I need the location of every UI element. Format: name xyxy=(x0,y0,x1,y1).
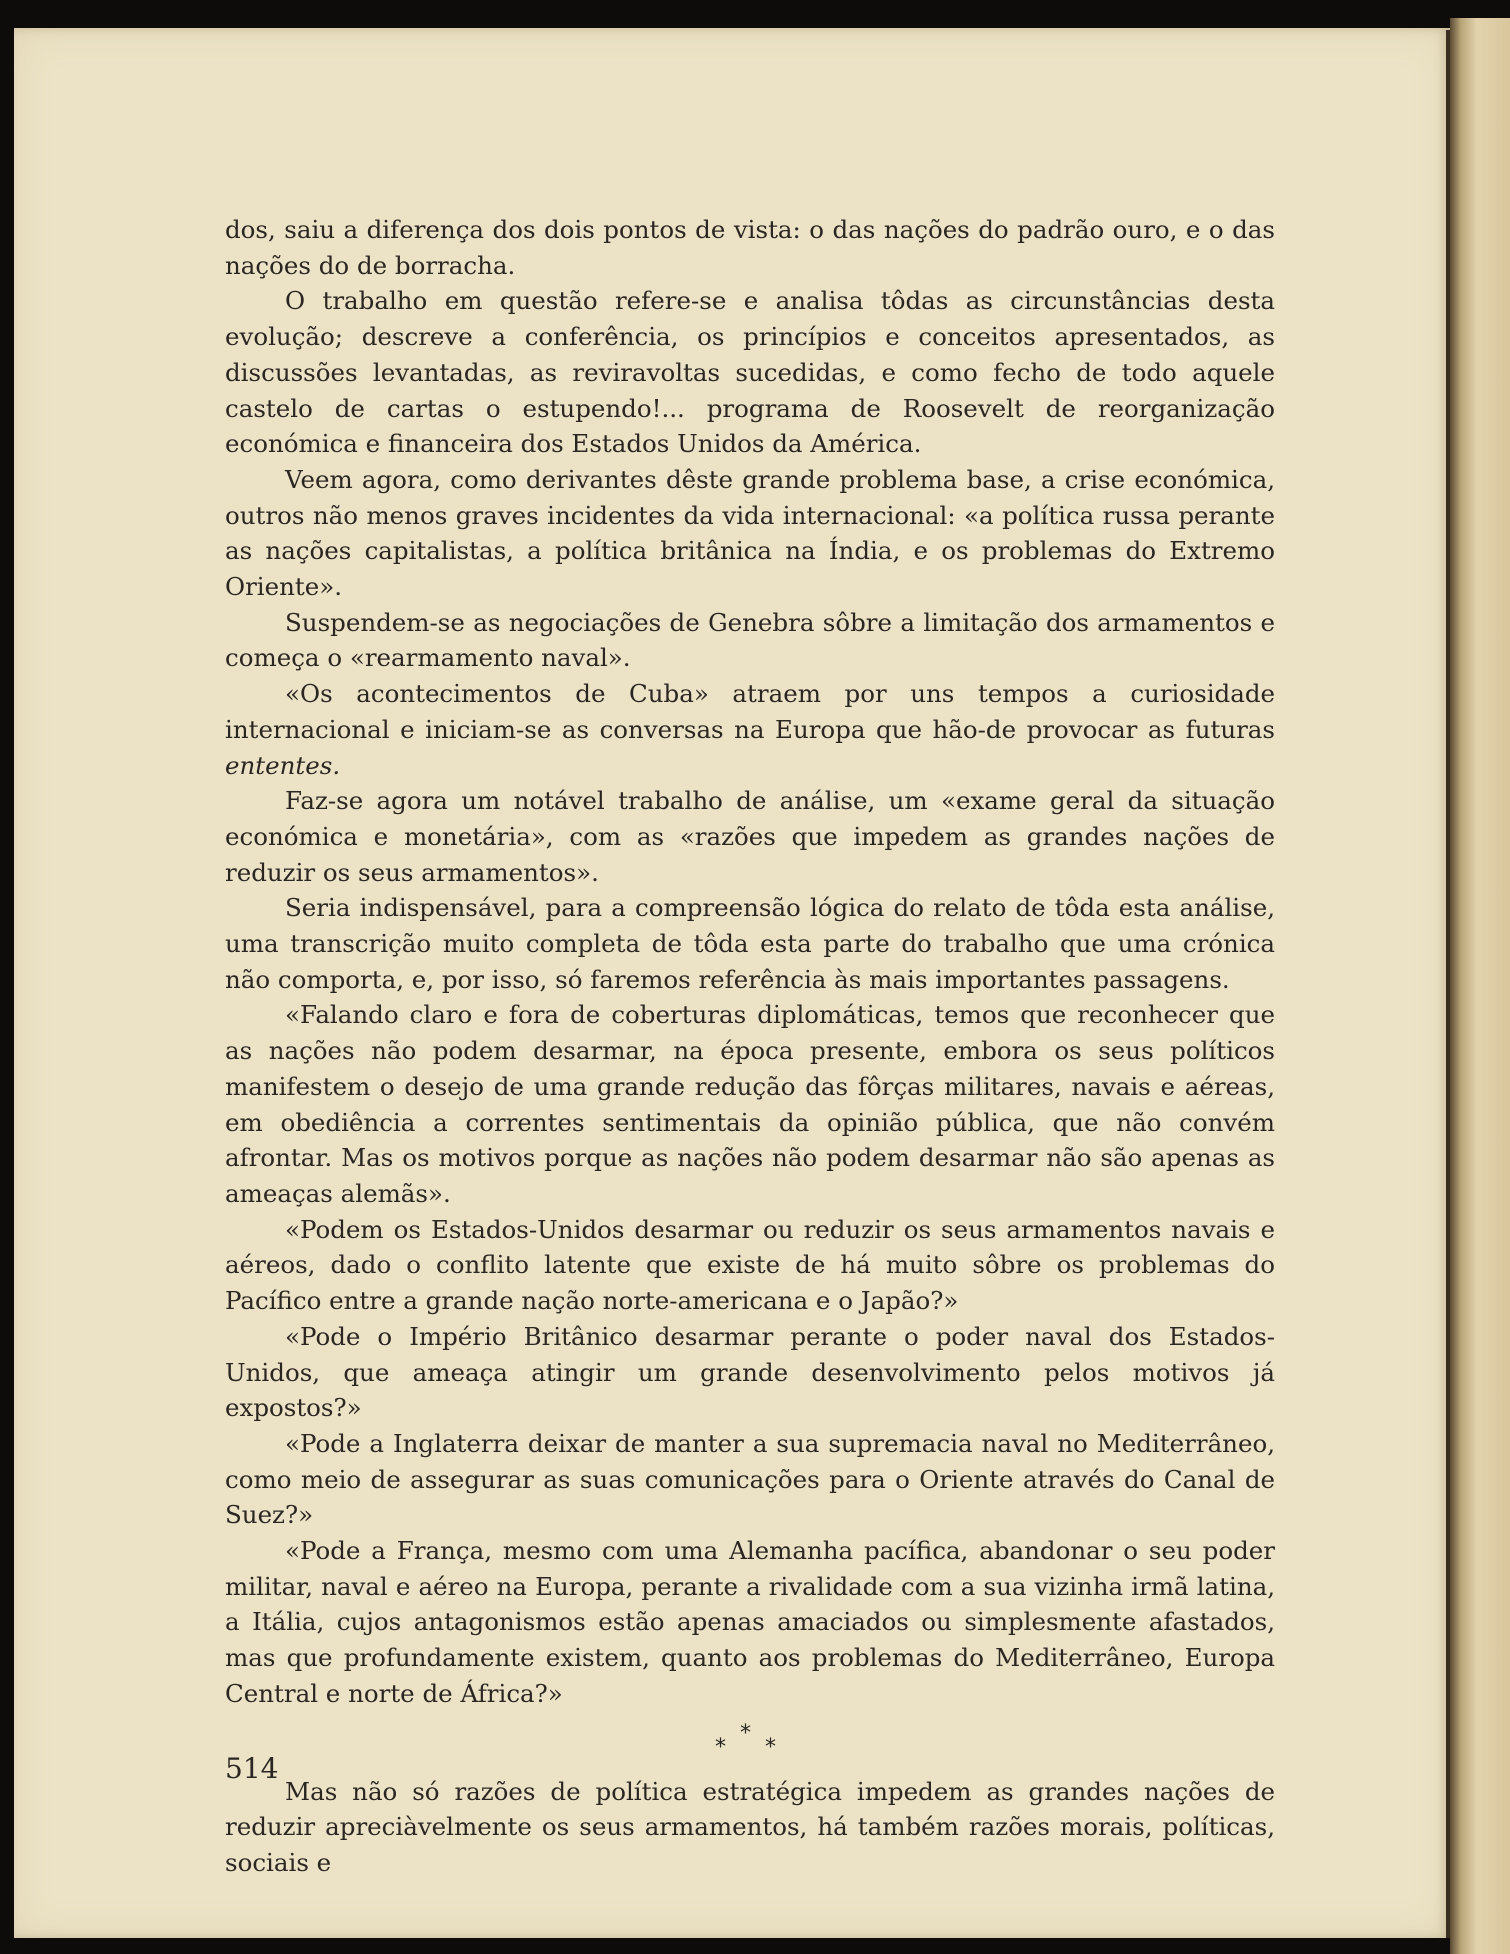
section-separator xyxy=(225,1716,1275,1774)
paragraph-5-text: «Os acontecimentos de Cuba» atraem por uns tempos a curiosidade internacional e iniciam-se as conversas na Europa que hão-de provocar as futuras xyxy=(225,679,1275,744)
paragraph-4: Suspendem-se as negociações de Genebra sôbre a limitação dos armamentos e começa o «rearmamento naval». xyxy=(225,607,1275,673)
paragraph-5 xyxy=(225,676,1275,783)
paragraph-7: Seria indispensável, para a compreensão lógica do relato de tôda esta análise, uma transcrição muito completa de tôda esta parte do trabalho que uma crónica não comporta, e, por isso, só faremos referência às mais importantes passagens. xyxy=(225,893,1275,994)
paragraph-11: «Pode a Inglaterra deixar de manter a sua supremacia naval no Mediterrâneo, como meio de assegurar as suas comunicações para o Oriente através do Canal de Suez?» xyxy=(225,1428,1275,1530)
paragraph-1: dos, saiu a diferença dos dois pontos de vista: o das nações do padrão ouro, e o das nações do de borracha. xyxy=(225,215,1275,280)
separator-star-top: * xyxy=(740,1720,751,1746)
paragraph-12: «Pode a França, mesmo com uma Alemanha pacífica, abandonar o seu poder militar, naval e aéreo na Europa, perante a rivalidade com a sua vizinha irmã latina, a Itália, cujos antagonismos estão apenas amaciados ou simplesmente afastados, mas que profundamente existem, quanto aos problemas do Mediterrâneo, Europa Central e norte de África?» xyxy=(225,1536,1275,1708)
paragraph-8: «Falando claro e fora de coberturas diplomáticas, temos que reconhecer que as nações não podem desarmar, na época presente, embora os seus políticos manifestem o desejo de uma grande redução das fôrças militares, navais e aéreas, em obediência a correntes sentimentais da opinião pública, que não convém afrontar. Mas os motivos porque as nações não podem desarmar não são apenas as ameaças alemãs». xyxy=(225,1000,1275,1208)
separator-star-right: * xyxy=(765,1734,776,1760)
page-number: 514 xyxy=(225,1752,279,1785)
body-text xyxy=(225,212,1275,1881)
paragraph-5-emphasis: ententes. xyxy=(225,750,341,780)
separator-star-left: * xyxy=(715,1734,726,1760)
paragraph-13: Mas não só razões de política estratégica impedem as grandes nações de reduzir apreciàvelmente os seus armamentos, há também razões morais, políticas, sociais e xyxy=(225,1776,1275,1877)
page-edge xyxy=(1450,18,1510,1954)
paragraph-9: «Podem os Estados-Unidos desarmar ou reduzir os seus armamentos navais e aéreos, dado o conflito latente que existe de há muito sôbre os problemas do Pacífico entre a grande nação norte-americana e o Japão?» xyxy=(225,1214,1275,1316)
paragraph-3: Veem agora, como derivantes dêste grande problema base, a crise económica, outros não menos graves incidentes da vida internacional: «a política russa perante as nações capitalistas, a política britânica na Índia, e os problemas do Extremo Oriente». xyxy=(225,464,1275,602)
paragraph-6: Faz-se agora um notável trabalho de análise, um «exame geral da situação económica e monetária», com as «razões que impedem as grandes nações de reduzir os seus armamentos». xyxy=(225,786,1275,887)
paragraph-2: O trabalho em questão refere-se e analisa tôdas as circunstâncias desta evolução; descreve a conferência, os princípios e conceitos apresentados, as discussões levantadas, as reviravoltas sucedidas, e como fecho de todo aquele castelo de cartas o estupendo!... programa de Roosevelt de reorganização económica e financeira dos Estados Unidos da América. xyxy=(225,286,1275,459)
paragraph-10: «Pode o Império Britânico desarmar perante o poder naval dos Estados-Unidos, que ameaça atingir um grande desenvolvimento pelos motivos já expostos?» xyxy=(225,1321,1275,1423)
